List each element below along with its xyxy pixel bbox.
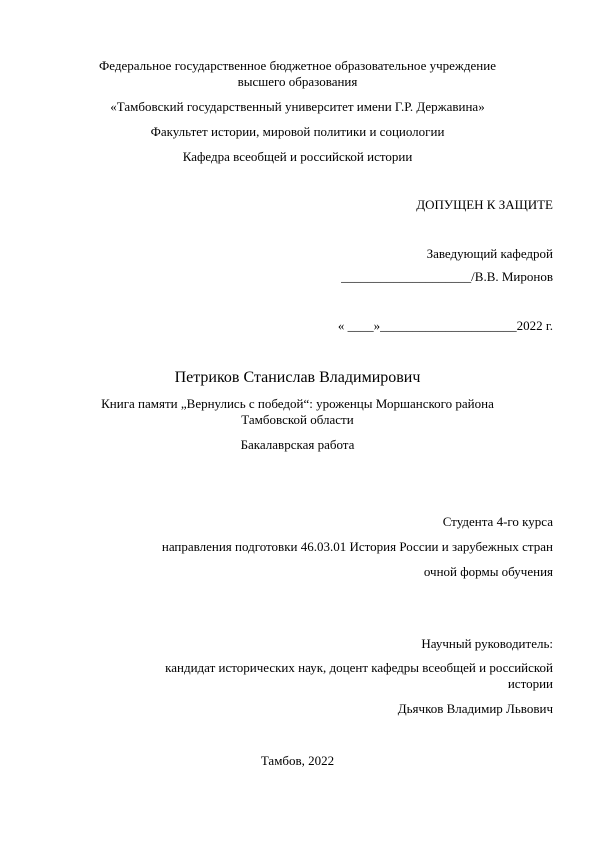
head-signature-line: ____________________/В.В. Миронов <box>341 269 553 284</box>
supervisor-degree-line-1: кандидат исторических наук, доцент кафедры всеобщей и российской <box>165 660 553 675</box>
institution-line-1: Федеральное государственное бюджетное образовательное учреждение <box>99 58 496 73</box>
author-name: Петриков Станислав Владимирович <box>174 369 421 386</box>
work-title-line-2: Тамбовской области <box>241 412 354 427</box>
place-year: Тамбов, 2022 <box>260 753 335 768</box>
work-type: Бакалаврская работа <box>240 437 355 452</box>
head-title: Заведующий кафедрой <box>426 246 553 261</box>
faculty-name: Факультет истории, мировой политики и социологии <box>150 124 445 139</box>
supervisor-label: Научный руководитель: <box>421 636 553 651</box>
institution-line-2: высшего образования <box>237 74 358 89</box>
department-name: Кафедра всеобщей и российской истории <box>182 149 413 164</box>
supervisor-name: Дьячков Владимир Львович <box>397 701 553 716</box>
university-name: «Тамбовский государственный университет имени Г.Р. Державина» <box>110 99 485 114</box>
work-title-line-1: Книга памяти „Вернулись с победой“: уроженцы Моршанского района <box>101 396 494 411</box>
approval-date-line: « ____»_____________________2022 г. <box>337 318 553 333</box>
student-study-form: очной формы обучения <box>423 564 553 579</box>
student-course: Студента 4-го курса <box>442 514 553 529</box>
student-direction: направления подготовки 46.03.01 История России и зарубежных стран <box>161 539 553 554</box>
admitted-label: ДОПУЩЕН К ЗАЩИТЕ <box>416 197 553 212</box>
supervisor-degree-line-2: истории <box>507 676 553 691</box>
